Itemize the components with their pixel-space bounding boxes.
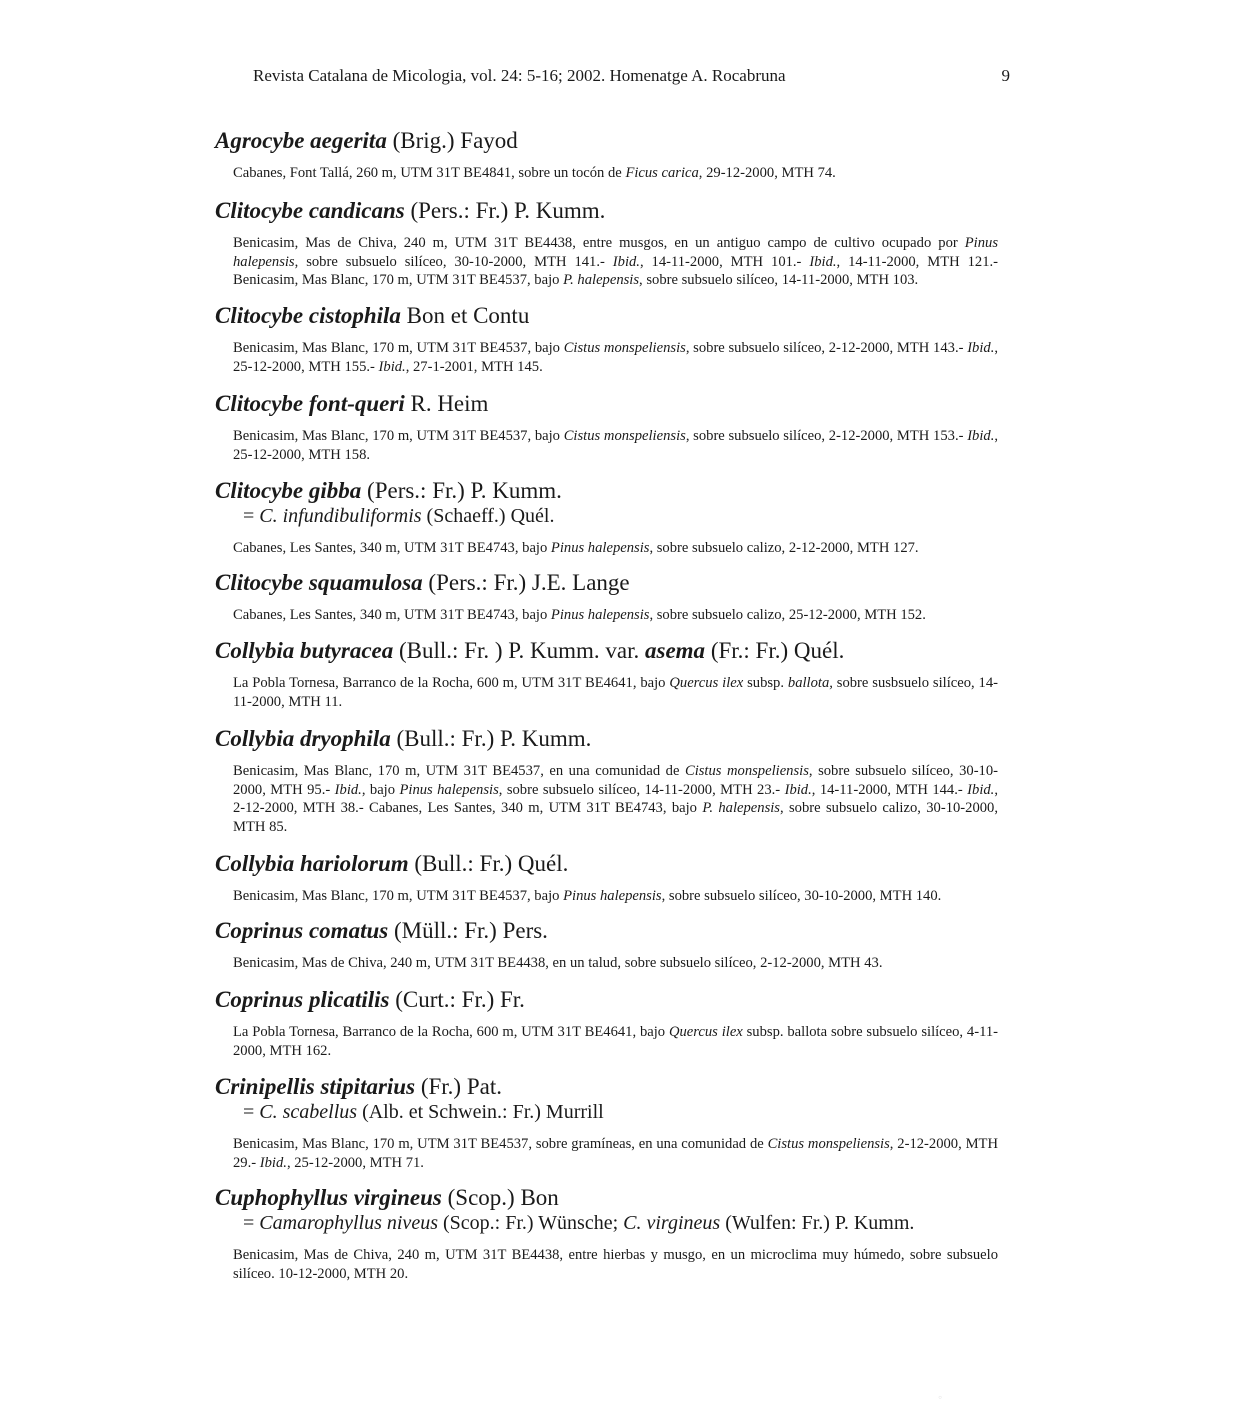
record-italic-text: ballota, <box>787 675 833 691</box>
record-italic-text: Ibid. <box>784 781 812 798</box>
genus-name: Coprinus <box>215 987 304 1012</box>
record-text: , sobre subsuelo calizo, 2-12-2000, MTH 127. <box>649 540 919 556</box>
record-text: La Pobla Tornesa, Barranco de la Rocha, 600 m, UTM 31T BE4641, bajo <box>233 1024 669 1040</box>
author-citation: (Brig.) Fayod <box>392 128 518 153</box>
record-text: subsp. ballota sobre subsuelo silíceo, 4-11-2000, MTH 162. <box>233 1024 998 1059</box>
record-text: , 29-12-2000, MTH 74. <box>698 165 836 181</box>
author-citation: (Pers.: Fr.) P. Kumm. <box>410 198 606 223</box>
species-epithet: hariolorum <box>299 851 409 876</box>
species-name <box>215 303 1005 329</box>
species-epithet: dryophila <box>299 726 391 751</box>
record-italic-text: Pinus halepensis <box>550 540 650 556</box>
author-citation: Bon et Contu <box>406 303 530 328</box>
genus-name: Collybia <box>215 726 295 751</box>
species-epithet: comatus <box>308 918 389 943</box>
species-name <box>215 726 1005 752</box>
collection-record <box>233 954 998 973</box>
record-italic-text: Quercus ilex <box>669 675 744 691</box>
synonym-line <box>215 1100 1005 1125</box>
record-text: , 25-12-2000, MTH 155.- <box>233 340 999 375</box>
synonym-text: (Alb. et Schwein.: Fr.) Murrill <box>357 1101 604 1123</box>
record-italic-text: Pinus halepensis <box>399 781 499 798</box>
species-entry <box>215 1074 1005 1172</box>
author-citation: (Pers.: Fr.) J.E. Lange <box>428 570 630 595</box>
species-name <box>215 987 1005 1013</box>
journal-citation: Revista Catalana de Micologia, vol. 24: 5-16; 2002. Homenatge A. Rocabruna <box>253 66 786 85</box>
synonym-text: (Wulfen: Fr.) P. Kumm. <box>720 1212 915 1234</box>
species-name <box>215 1074 1005 1100</box>
record-text: , 2-12-2000, MTH 29.- <box>233 1136 998 1171</box>
record-text: , sobre subsuelo calizo, 25-12-2000, MTH 152. <box>649 607 926 623</box>
record-text: , sobre subsuelo silíceo, 14-11-2000, MTH 23.- <box>498 781 785 798</box>
record-text: Benicasim, Mas Blanc, 170 m, UTM 31T BE4537, bajo <box>233 888 564 904</box>
synonym-taxon: Camarophyllus niveus <box>259 1212 438 1234</box>
record-italic-text: Ibid. <box>967 428 995 444</box>
record-italic-text: Ibid. <box>612 253 640 270</box>
genus-name: Crinipellis <box>215 1074 315 1099</box>
author-citation: (Bull.: Fr. ) P. Kumm. var. <box>399 638 640 663</box>
synonym-text: (Schaeff.) Quél. <box>421 505 555 527</box>
species-epithet: gibba <box>308 478 362 503</box>
collection-record <box>233 1246 998 1283</box>
synonym-text: = <box>243 1212 260 1234</box>
record-italic-text: Pinus halepensis <box>563 888 662 904</box>
genus-name: Clitocybe <box>215 198 304 223</box>
record-text: , 25-12-2000, MTH 158. <box>233 428 999 463</box>
species-entry <box>215 726 1005 836</box>
synonym-taxon: C. infundibuliformis <box>259 505 422 527</box>
species-name <box>215 198 1005 224</box>
author-citation: (Fr.) Pat. <box>420 1074 502 1099</box>
species-name <box>215 851 1005 877</box>
genus-name: Coprinus <box>215 918 304 943</box>
species-name <box>215 638 1005 664</box>
species-entry <box>215 478 1005 558</box>
record-text: , sobre subsuelo silíceo, 30-10-2000, MTH 95.- <box>233 763 999 798</box>
record-italic-text: Pinus halepensis <box>550 607 650 623</box>
species-epithet: aegerita <box>310 128 387 153</box>
collection-record <box>233 427 998 464</box>
record-italic-text: P. halepensis <box>702 800 780 817</box>
record-text: sobre susbsuelo silíceo, 14-11-2000, MTH 11. <box>233 675 998 710</box>
synonym-line <box>215 1211 1005 1236</box>
species-epithet: butyracea <box>299 638 394 663</box>
species-entry <box>215 638 1005 711</box>
record-italic-text: Ibid. <box>967 340 995 356</box>
record-text: Cabanes, Font Tallá, 260 m, UTM 31T BE4841, sobre un tocón de <box>233 165 626 181</box>
record-text: , sobre subsuelo silíceo, 14-11-2000, MTH 103. <box>639 272 919 289</box>
record-italic-text: Ibid. <box>967 781 995 798</box>
record-text: , sobre subsuelo silíceo, 30-10-2000, MTH 140. <box>661 888 942 904</box>
record-text: Benicasim, Mas de Chiva, 240 m, UTM 31T BE4438, entre hierbas y musgo, en un microclima muy húmedo, sobre subsuelo silíceo. 10-12-2000, MTH 20. <box>233 1247 998 1282</box>
collection-record <box>233 539 998 558</box>
synonym-text: = <box>243 1101 260 1123</box>
genus-name: Collybia <box>215 638 295 663</box>
page-number: 9 <box>1001 66 1010 85</box>
species-name <box>215 570 1005 596</box>
species-epithet: plicatilis <box>308 987 390 1012</box>
species-name <box>215 478 1005 504</box>
record-text: , sobre subsuelo silíceo, 2-12-2000, MTH 143.- <box>685 340 968 356</box>
record-italic-text: Quercus ilex <box>668 1024 743 1040</box>
record-text: , 27-1-2001, MTH 145. <box>405 358 543 375</box>
record-text: subsp. <box>743 675 788 691</box>
record-italic-text: Ibid. <box>809 253 837 270</box>
record-italic-text: Cistus monspeliensis <box>563 340 686 356</box>
record-italic-text: Cistus monspeliensis <box>767 1136 890 1152</box>
species-entry <box>215 128 1005 183</box>
record-text: , 2-12-2000, MTH 38.- Cabanes, Les Santes, 340 m, UTM 31T BE4743, bajo <box>233 781 998 817</box>
record-italic-text: P. halepensis <box>563 272 640 289</box>
record-text: , 25-12-2000, MTH 71. <box>286 1154 424 1171</box>
species-entry <box>215 851 1005 906</box>
author-citation: (Bull.: Fr.) Quél. <box>414 851 569 876</box>
author-citation: R. Heim <box>410 391 489 416</box>
species-name <box>215 1185 1005 1211</box>
variety-author: (Fr.: Fr.) Quél. <box>710 638 845 663</box>
species-epithet: cistophila <box>308 303 401 328</box>
collection-record <box>233 234 998 290</box>
species-epithet: squamulosa <box>308 570 423 595</box>
genus-name: Collybia <box>215 851 295 876</box>
collection-record <box>233 164 998 183</box>
record-text: Benicasim, Mas Blanc, 170 m, UTM 31T BE4537, bajo <box>233 340 564 356</box>
author-citation: (Müll.: Fr.) Pers. <box>393 918 548 943</box>
species-name <box>215 128 1005 154</box>
species-epithet: candicans <box>308 198 405 223</box>
record-italic-text: Ficus carica <box>625 165 699 181</box>
species-name <box>215 391 1005 417</box>
synonym-taxon: C. scabellus <box>259 1101 358 1123</box>
species-epithet: virgineus <box>353 1185 442 1210</box>
record-text: , sobre subsuelo silíceo, 2-12-2000, MTH 153.- <box>685 428 968 444</box>
record-italic-text: Pinus halepensis <box>233 235 998 270</box>
record-text: Benicasim, Mas Blanc, 170 m, UTM 31T BE4537, sobre gramíneas, en una comunidad de <box>233 1136 768 1152</box>
species-entry <box>215 918 1005 973</box>
record-italic-text: Ibid. <box>334 781 362 798</box>
genus-name: Clitocybe <box>215 303 304 328</box>
record-text: Benicasim, Mas Blanc, 170 m, UTM 31T BE4537, bajo <box>233 428 564 444</box>
record-text: Benicasim, Mas Blanc, 170 m, UTM 31T BE4537, en una comunidad de <box>233 763 685 779</box>
species-name <box>215 918 1005 944</box>
collection-record <box>233 606 998 625</box>
collection-record <box>233 1135 998 1172</box>
record-text: , bajo <box>361 781 400 798</box>
author-citation: (Scop.) Bon <box>447 1185 559 1210</box>
collection-record <box>233 887 998 906</box>
record-text: , 14-11-2000, MTH 101.- <box>639 253 810 270</box>
species-epithet: stipitarius <box>320 1074 416 1099</box>
record-italic-text: Cistus monspeliensis <box>563 428 686 444</box>
record-text: , sobre subsuelo silíceo, 30-10-2000, MTH 141.- <box>294 253 613 270</box>
genus-name: Clitocybe <box>215 478 304 503</box>
collection-record <box>233 674 998 711</box>
record-text: Benicasim, Mas de Chiva, 240 m, UTM 31T BE4438, en un talud, sobre subsuelo silíceo, 2-12-2000, MTH 43. <box>233 955 883 971</box>
record-text: Cabanes, Les Santes, 340 m, UTM 31T BE4743, bajo <box>233 607 551 623</box>
species-entry <box>215 570 1005 625</box>
record-italic-text: Ibid. <box>259 1154 287 1171</box>
collection-record <box>233 1023 998 1060</box>
variety-name: asema <box>645 638 706 663</box>
synonym-text: (Scop.: Fr.) Wünsche; <box>437 1212 624 1234</box>
species-epithet: font-queri <box>308 391 405 416</box>
author-citation: (Bull.: Fr.) P. Kumm. <box>396 726 592 751</box>
author-citation: (Pers.: Fr.) P. Kumm. <box>367 478 562 503</box>
record-italic-text: Cistus monspeliensis <box>684 763 809 779</box>
scan-artifact-icon: ◦ <box>938 1390 943 1404</box>
species-entry <box>215 987 1005 1060</box>
record-text: Cabanes, Les Santes, 340 m, UTM 31T BE4743, bajo <box>233 540 551 556</box>
species-entry <box>215 391 1005 464</box>
genus-name: Clitocybe <box>215 570 304 595</box>
collection-record <box>233 339 998 376</box>
synonym-text: = <box>243 505 260 527</box>
species-entry <box>215 1185 1005 1283</box>
author-citation: (Curt.: Fr.) Fr. <box>395 987 525 1012</box>
genus-name: Cuphophyllus <box>215 1185 348 1210</box>
genus-name: Clitocybe <box>215 391 304 416</box>
record-text: La Pobla Tornesa, Barranco de la Rocha, 600 m, UTM 31T BE4641, bajo <box>233 675 670 691</box>
record-italic-text: Ibid. <box>378 358 406 375</box>
species-entry <box>215 303 1005 376</box>
species-entry <box>215 198 1005 290</box>
synonym-line <box>215 504 1005 529</box>
synonym-taxon: C. virgineus <box>623 1212 721 1234</box>
genus-name: Agrocybe <box>215 128 305 153</box>
record-text: , 14-11-2000, MTH 121.- Benicasim, Mas Blanc, 170 m, UTM 31T BE4537, bajo <box>233 253 998 289</box>
record-text: , 14-11-2000, MTH 144.- <box>811 781 968 798</box>
record-text: Benicasim, Mas de Chiva, 240 m, UTM 31T BE4438, entre musgos, en un antiguo campo de cultivo ocupado por <box>233 235 965 251</box>
collection-record <box>233 762 998 836</box>
record-text: , sobre subsuelo calizo, 30-10-2000, MTH 85. <box>233 800 998 835</box>
